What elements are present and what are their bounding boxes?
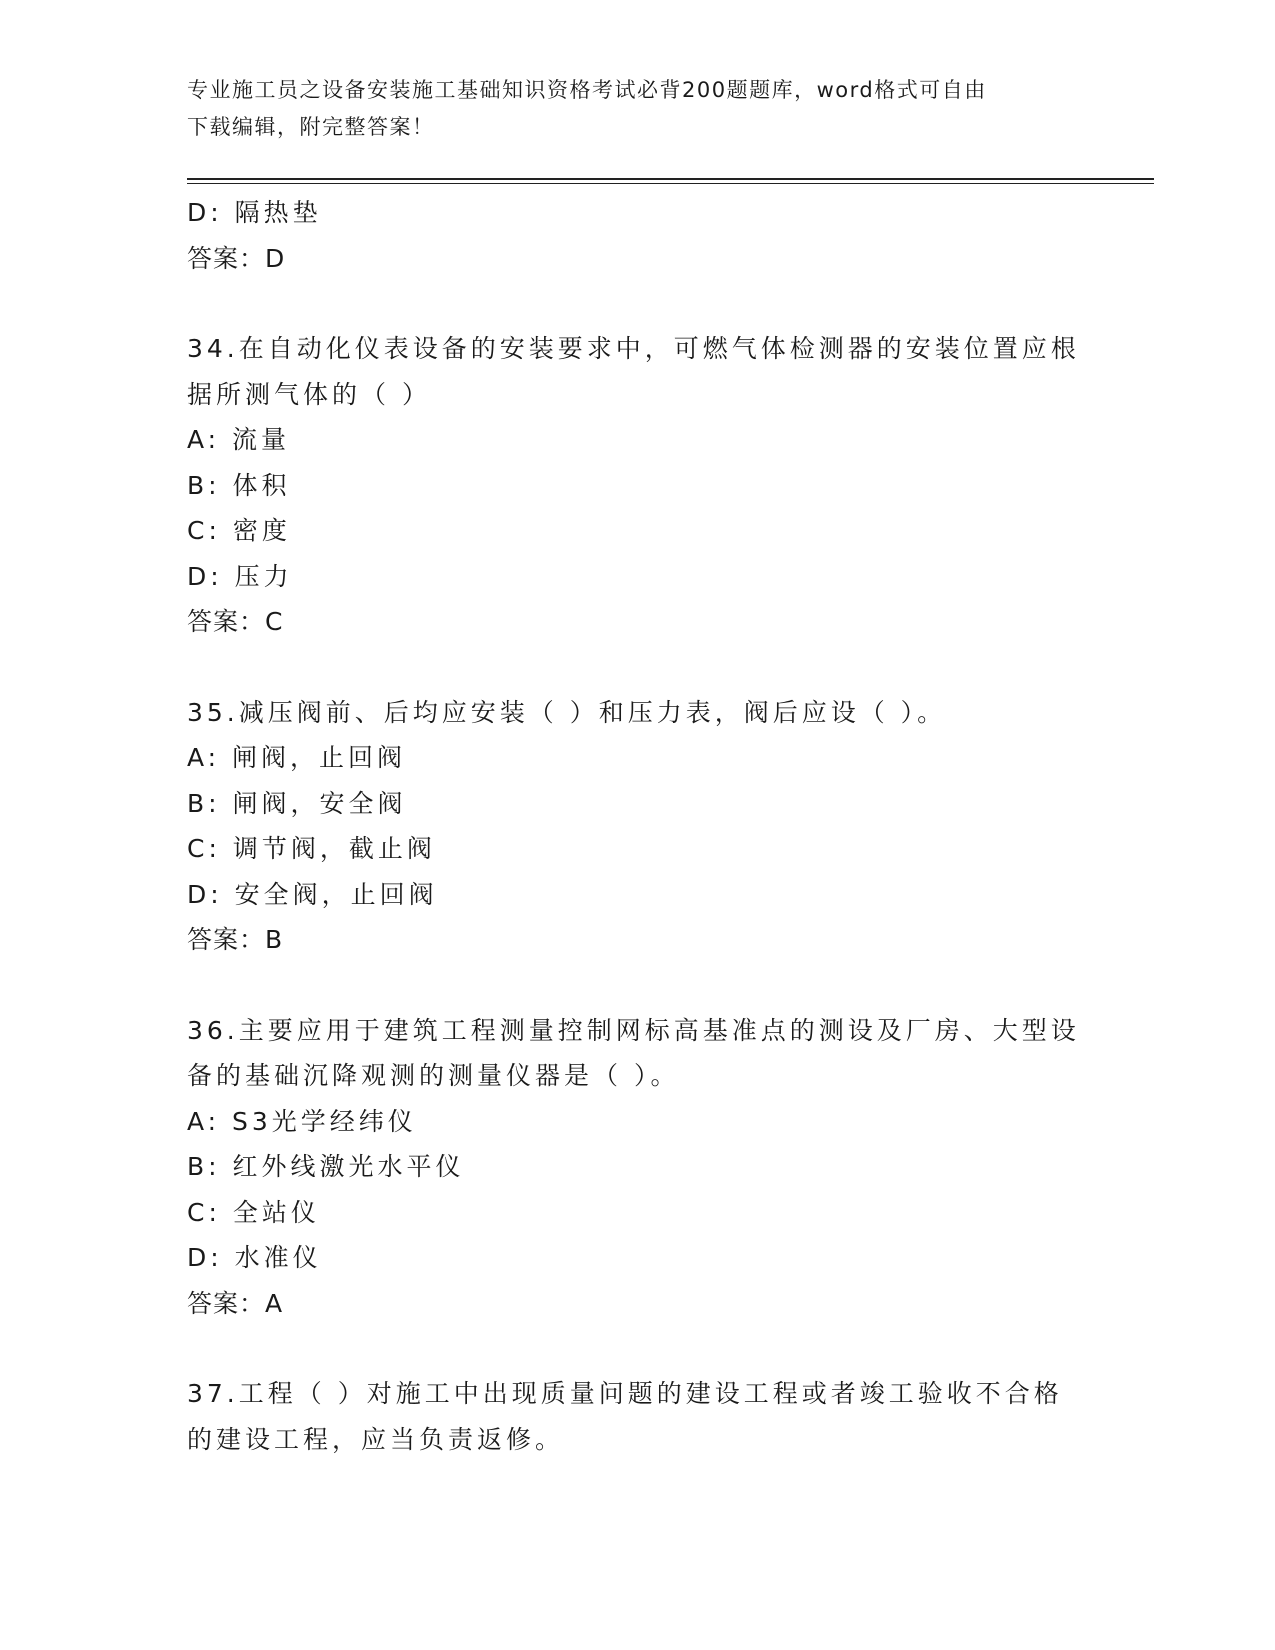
question-stem: 36.主要应用于建筑工程测量控制网标高基准点的测设及厂房、大型设 [187, 1015, 1080, 1045]
question-stem: 37.工程（ ）对施工中出现质量问题的建设工程或者竣工验收不合格 [187, 1379, 1063, 1408]
option-d: D: 隔热垫 [187, 198, 322, 227]
question-37 [187, 1371, 1087, 1462]
option-c: C: 全站仪 [187, 1197, 320, 1227]
option-d: D: 压力 [187, 561, 293, 591]
spacer [187, 281, 1087, 326]
question-stem: 的建设工程，应当负责返修。 [187, 1424, 565, 1454]
header-line-1: 专业施工员之设备安装施工基础知识资格考试必背200题题库，word格式可自由 [187, 78, 987, 102]
option-c: C: 调节阀，截止阀 [187, 834, 436, 863]
answer-line: 答案：A [187, 1288, 284, 1318]
option-a: A: 流量 [187, 425, 291, 454]
option-b: B: 闸阀，安全阀 [187, 788, 407, 818]
answer-line: 答案：D [187, 243, 286, 273]
question-stem: 35.减压阀前、后均应安装（ ）和压力表，阀后应设（ ）。 [187, 697, 947, 727]
question-stem: 34.在自动化仪表设备的安装要求中，可燃气体检测器的安装位置应根 [187, 334, 1080, 363]
spacer [187, 963, 1087, 1008]
header-line-2: 下载编辑，附完整答案！ [187, 115, 435, 139]
option-a: A: 闸阀，止回阀 [187, 743, 407, 772]
question-stem: 备的基础沉降观测的测量仪器是（ ）。 [187, 1061, 680, 1090]
spacer [187, 645, 1087, 690]
answer-line: 答案：B [187, 925, 284, 954]
option-a: A: S3光学经纬仪 [187, 1106, 417, 1136]
question-36 [187, 1008, 1087, 1327]
answer-line: 答案：C [187, 607, 284, 636]
question-34 [187, 326, 1087, 645]
option-d: D: 水准仪 [187, 1243, 322, 1272]
document-header [187, 72, 1067, 146]
header-divider-thick [187, 178, 1154, 180]
option-b: B: 红外线激光水平仪 [187, 1152, 465, 1181]
option-d: D: 安全阀，止回阀 [187, 879, 438, 909]
option-b: B: 体积 [187, 470, 291, 500]
spacer [187, 1326, 1087, 1371]
question-list [187, 190, 1087, 1462]
option-c: C: 密度 [187, 516, 291, 545]
question-stem: 据所测气体的（ ） [187, 379, 431, 409]
header-divider-thin [187, 183, 1154, 184]
question-35 [187, 690, 1087, 963]
